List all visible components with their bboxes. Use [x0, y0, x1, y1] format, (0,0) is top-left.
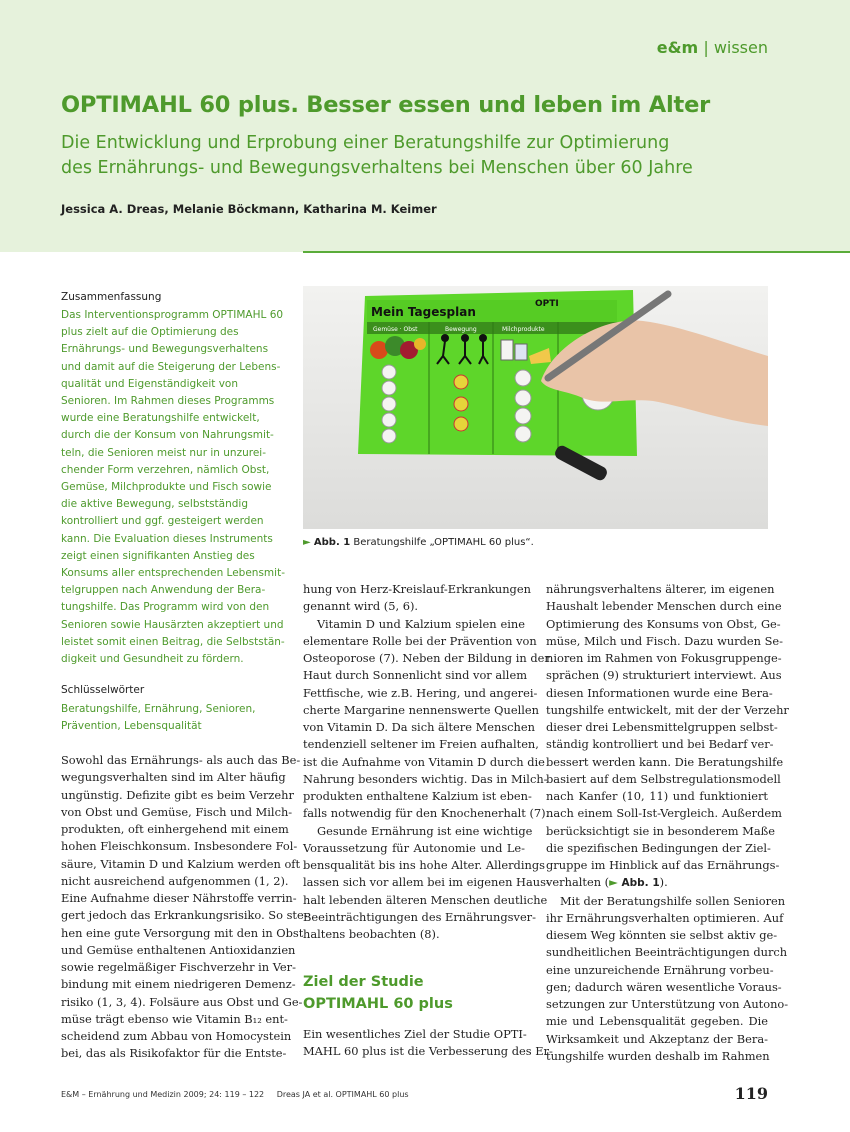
figure-reference[interactable] — [609, 875, 660, 889]
text-line: setzungen zur Unterstützung von Autono- — [546, 997, 789, 1011]
page-number: 119 — [734, 1084, 768, 1103]
text-line: elementare Rolle bei der Prävention von — [303, 633, 537, 648]
text-line: Senioren. Im Rahmen dieses Programms — [61, 395, 275, 408]
text-line: gen; dadurch wären wesentliche Voraus- — [546, 979, 782, 994]
text-line: von Vitamin D. Da sich ältere Menschen — [303, 720, 535, 734]
text-line: bessert werden kann. Die Beratungshilfe — [546, 754, 784, 769]
text-line: und damit auf die Steigerung der Lebens- — [61, 360, 281, 373]
brand-separator: | — [703, 38, 709, 57]
footer-citation: E&M – Ernährung und Medizin 2009; 24: 119 – 122 — [61, 1090, 265, 1099]
text-line: Optimierung des Konsums von Obst, Ge- — [546, 616, 781, 631]
text-line: cherte Margarine nennenswerte Quellen — [303, 702, 539, 717]
text-line: Ernährungs- und Bewegungsverhaltens — [61, 343, 269, 356]
footer-short-ref: Dreas JA et al. OPTIMAHL 60 plus — [276, 1090, 409, 1099]
text-line: gert jedoch das Erkrankungsrisiko. So ste- — [61, 908, 308, 923]
board-col-header: Bewegung — [445, 326, 477, 333]
text-line: Nahrung besonders wichtig. Das in Milch- — [303, 771, 548, 786]
section-heading — [303, 971, 453, 1015]
text-line: sowie regelmäßiger Fischverzehr in Ver- — [61, 960, 296, 974]
text-line: diesen Informationen wurde eine Bera- — [546, 685, 773, 700]
text-line: haltens beobachten (8). — [303, 927, 440, 941]
body-column-1 — [61, 752, 308, 1063]
text-line: Gemüse, Milchprodukte und Fisch sowie — [61, 481, 272, 494]
figure-caption — [303, 537, 534, 548]
reference-label: Abb. 1 — [621, 877, 660, 890]
text-line: leistet somit einen Beitrag, die Selbststän- — [61, 635, 285, 648]
text-line: tungshilfe entwickelt, mit der der Verzehr — [546, 702, 789, 717]
text-line: von Obst und Gemüse, Fisch und Milch- — [61, 804, 293, 819]
subtitle-line: Die Entwicklung und Erprobung einer Beratungshilfe zur Optimierung — [61, 133, 670, 153]
text-line: Mit der Beratungshilfe sollen Senioren — [560, 893, 786, 908]
header-rule — [303, 251, 850, 253]
text-line: nach Kanfer (10, 11) und funktioniert — [546, 789, 768, 803]
brand-section: wissen — [713, 38, 768, 57]
text-line: nährungsverhaltens älterer, im eigenen — [546, 582, 775, 596]
board-tag: OPTI — [535, 299, 559, 309]
text-line: wegungsverhalten sind im Alter häufig — [61, 770, 286, 785]
text-line: plus zielt auf die Optimierung des — [61, 326, 239, 339]
text-line: mie und Lebensqualität gegeben. Die — [546, 1014, 768, 1029]
text-line: kann. Die Evaluation dieses Instruments — [61, 532, 273, 545]
text-line: chender Form verzehren, nämlich Obst, — [61, 463, 270, 476]
text-line: diesem Weg könnten sie selbst aktiv ge- — [546, 928, 778, 942]
section-heading-line: OPTIMAHL 60 plus — [303, 996, 453, 1012]
text-line: Gesunde Ernährung ist eine wichtige — [317, 823, 533, 838]
board-title: Mein Tagesplan — [371, 305, 476, 319]
text-line: sundheitlichen Beeinträchtigungen durch — [546, 945, 788, 960]
text-line: tungshilfe. Das Programm wird von den — [61, 601, 270, 614]
text-line: sprächen (9) strukturiert interviewt. Aus — [546, 668, 782, 683]
text-line: hen eine gute Versorgung mit den in Obst — [61, 925, 304, 940]
text-line: eine unzureichende Ernährung vorbeu- — [546, 962, 774, 977]
caption-label: Abb. 1 — [313, 537, 351, 548]
text-line: tendenziell seltener im Freien aufhalten, — [303, 737, 539, 752]
text-line: bensqualität bis ins hohe Alter. Allerdings — [303, 858, 545, 872]
text-line: und Gemüse enthaltenen Antioxidanzien — [61, 942, 296, 957]
text-line: Senioren sowie Hausärzten akzeptiert und — [61, 618, 284, 631]
text-line: die aktive Bewegung, selbstständig — [61, 498, 248, 511]
text-line: Prävention, Lebensqualität — [61, 720, 202, 733]
journal-brand — [657, 38, 768, 57]
text-line: nicht ausreichend aufgenommen (1, 2). — [61, 873, 289, 888]
brand-bold: e&m — [656, 38, 699, 57]
text-line: telgruppen nach Anwendung der Bera- — [61, 584, 266, 597]
caption-arrow-icon: ► — [303, 537, 311, 548]
text-line: Wirksamkeit und Akzeptanz der Bera- — [546, 1031, 768, 1046]
text-line: teln, die Senioren meist nur in unzurei- — [61, 446, 266, 459]
text-line: ungünstig. Defizite gibt es beim Verzehr — [61, 787, 294, 802]
text-line: nioren im Rahmen von Fokusgruppenge- — [546, 651, 782, 665]
text-line: Voraussetzung für Autonomie und Le- — [303, 840, 525, 855]
text-line: müse, Milch und Fisch. Dazu wurden Se- — [546, 633, 783, 648]
text-line: Sowohl das Ernährungs- als auch das Be- — [61, 753, 301, 767]
text-line: gruppe im Hinblick auf das Ernährungs- — [546, 858, 780, 872]
text-line: digkeit und Gesundheit zu fördern. — [61, 653, 244, 666]
text-line: Das Interventionsprogramm OPTIMAHL 60 — [61, 309, 284, 321]
text-line: Haushalt lebender Menschen durch eine — [546, 599, 782, 614]
text-line: Haut durch Sonnenlicht sind vor allem — [303, 668, 527, 683]
text-line: dieser drei Lebensmittelgruppen selbst- — [546, 720, 778, 734]
article-subtitle — [61, 131, 821, 181]
text-line: tungshilfe wurden deshalb im Rahmen — [546, 1048, 770, 1063]
text-line: kontrolliert und ggf. gesteigert werden — [61, 515, 264, 528]
text-line: Vitamin D und Kalzium spielen eine — [317, 616, 525, 631]
text-line: bei, das als Risikofaktor für die Entste- — [61, 1046, 287, 1061]
text-line: hohen Fleischkonsum. Insbesondere Fol- — [61, 839, 298, 854]
body-column-3 — [546, 581, 789, 1065]
keywords-heading: Schlüsselwörter — [61, 684, 145, 696]
text-line: ständig kontrolliert und bei Bedarf ver- — [546, 737, 774, 752]
text-line: bindung mit einem niedrigeren Demenz- — [61, 977, 296, 992]
tagesplan-illustration — [303, 286, 768, 529]
text-line: Osteoporose (7). Neben der Bildung in der — [303, 651, 550, 665]
body-column-2-continued — [303, 1026, 553, 1061]
caption-text: Beratungshilfe „OPTIMAHL 60 plus“. — [353, 537, 534, 548]
text-line: MAHL 60 plus ist die Verbesserung des Er- — [303, 1044, 553, 1059]
body-column-2 — [303, 581, 550, 943]
text-line: produkten, oft einhergehend mit einem — [61, 822, 289, 836]
text-line: produkten enthaltene Kalzium ist eben- — [303, 789, 532, 803]
text-line: nach einem Soll-Ist-Vergleich. Außerdem — [546, 806, 782, 821]
text-line: verhalten ( — [546, 875, 610, 890]
text-line: basiert auf dem Selbstregulationsmodell — [546, 771, 781, 786]
abstract-heading: Zusammenfassung — [61, 291, 162, 303]
text-line: müse trägt ebenso wie Vitamin B₁₂ ent- — [61, 1011, 288, 1026]
article-title: OPTIMAHL 60 plus. Besser essen und leben im Alter — [61, 92, 711, 118]
text-line: säure, Vitamin D und Kalzium werden oft — [61, 856, 301, 871]
board-col-header: Gemüse · Obst — [373, 326, 418, 333]
text-line: genannt wird (5, 6). — [303, 599, 419, 614]
text-line: halt lebenden älteren Menschen deutliche — [303, 892, 548, 907]
text-line: zeigt einen signifikanten Anstieg des — [61, 549, 255, 562]
text-line: Eine Aufnahme dieser Nährstoffe verrin- — [61, 891, 297, 905]
text-line: scheidend zum Abbau von Homocystein — [61, 1029, 292, 1043]
text-line: die spezifischen Bedingungen der Ziel- — [546, 840, 771, 855]
text-line: Beeinträchtigungen des Ernährungsver- — [303, 909, 536, 924]
reference-close: ). — [659, 875, 668, 890]
text-line: durch die der Konsum von Nahrungsmit- — [61, 429, 274, 442]
footer — [61, 1090, 409, 1099]
text-line: lassen sich vor allem bei im eigenen Haus- — [303, 875, 550, 890]
figure-photo — [303, 286, 768, 529]
text-line: falls notwendig für den Knochenerhalt (7). — [303, 806, 550, 821]
text-line: qualität und Eigenständigkeit von — [61, 377, 238, 390]
board-col-header: Milchprodukte — [502, 326, 545, 333]
reference-arrow-icon: ► — [609, 875, 618, 890]
section-heading-line: Ziel der Studie — [303, 974, 424, 990]
keywords-body — [61, 701, 255, 735]
text-line: hung von Herz-Kreislauf-Erkrankungen — [303, 582, 531, 596]
text-line: Fettfische, wie z.B. Hering, und angerei- — [303, 685, 538, 700]
text-line: Konsums aller entsprechenden Lebensmit- — [61, 567, 285, 580]
text-line: Beratungshilfe, Ernährung, Senioren, — [61, 703, 256, 715]
authors: Jessica A. Dreas, Melanie Böckmann, Katharina M. Keimer — [61, 202, 437, 216]
text-line: ist die Aufnahme von Vitamin D durch die — [303, 754, 545, 769]
text-line: Ein wesentliches Ziel der Studie OPTI- — [303, 1027, 527, 1041]
text-line: ihr Ernährungsverhalten optimieren. Auf — [546, 910, 784, 925]
text-line: risiko (1, 3, 4). Folsäure aus Obst und Ge- — [61, 994, 303, 1009]
text-line: wurde eine Beratungshilfe entwickelt, — [61, 412, 260, 425]
text-line: berücksichtigt sie in besonderem Maße — [546, 823, 775, 838]
subtitle-line: des Ernährungs- und Bewegungsverhaltens bei Menschen über 60 Jahre — [61, 158, 693, 178]
abstract-body — [61, 307, 287, 668]
